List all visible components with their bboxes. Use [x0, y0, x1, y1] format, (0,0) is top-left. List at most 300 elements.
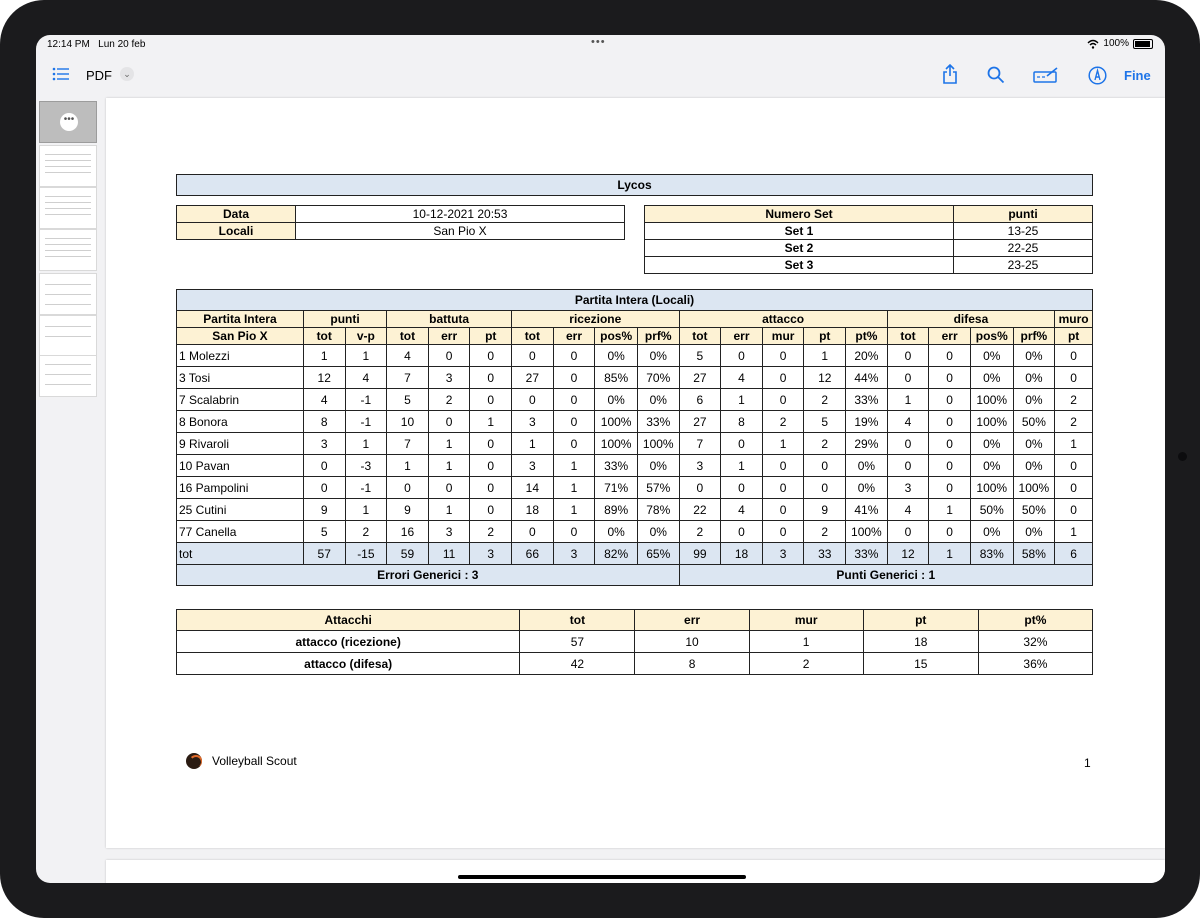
column-header: pt: [1055, 328, 1093, 345]
stat-cell: 3: [512, 411, 554, 433]
stat-cell: -1: [345, 411, 387, 433]
player-name: 25 Cutini: [177, 499, 304, 521]
stat-cell: 3: [679, 455, 721, 477]
column-header: pos%: [970, 328, 1013, 345]
column-header: tot: [387, 328, 429, 345]
stat-cell: 0: [929, 411, 971, 433]
stat-cell: 12: [303, 367, 345, 389]
battery-percent: 100%: [1103, 38, 1129, 49]
wifi-icon: [1087, 39, 1099, 49]
stat-cell: 4: [387, 345, 429, 367]
attack-row: [177, 653, 1093, 675]
column-header: mur: [762, 328, 804, 345]
pen-circle-icon[interactable]: [1088, 66, 1107, 85]
total-cell: 33%: [846, 543, 888, 565]
column-header: prf%: [637, 328, 679, 345]
thumbnail-page-6[interactable]: [39, 315, 97, 357]
thumbnail-page-7[interactable]: [39, 355, 97, 397]
stat-cell: 100%: [637, 433, 679, 455]
stat-cell: 0: [929, 477, 971, 499]
stat-cell: 2: [428, 389, 470, 411]
stat-cell: 10: [387, 411, 429, 433]
stat-cell: 0: [470, 477, 512, 499]
attack-cell: 1: [749, 631, 863, 653]
player-row: [177, 389, 1093, 411]
stat-cell: 0: [762, 499, 804, 521]
stat-cell: 0: [553, 345, 595, 367]
stat-cell: 4: [887, 499, 929, 521]
stat-cell: 6: [679, 389, 721, 411]
stat-cell: 2: [804, 389, 846, 411]
stat-cell: 0%: [1013, 345, 1055, 367]
stat-cell: 2: [804, 433, 846, 455]
stat-cell: 4: [887, 411, 929, 433]
player-row: [177, 477, 1093, 499]
stat-cell: 0: [470, 455, 512, 477]
stat-cell: 100%: [595, 411, 638, 433]
stat-cell: 0: [303, 477, 345, 499]
stat-cell: 0: [470, 433, 512, 455]
stat-cell: 0%: [1013, 367, 1055, 389]
stat-cell: 1: [345, 345, 387, 367]
stat-cell: 4: [721, 499, 763, 521]
stat-cell: 0: [1055, 367, 1093, 389]
player-name: 1 Molezzi: [177, 345, 304, 367]
report-title-table: [176, 174, 1093, 196]
stat-cell: 1: [512, 433, 554, 455]
list-icon[interactable]: [52, 67, 70, 81]
page-thumbnails: [36, 97, 106, 883]
stat-cell: 29%: [846, 433, 888, 455]
stat-cell: 0: [428, 411, 470, 433]
attack-cell: 2: [749, 653, 863, 675]
chevron-down-icon[interactable]: ⌄: [120, 67, 134, 81]
total-cell: -15: [345, 543, 387, 565]
stat-cell: 0: [1055, 477, 1093, 499]
stat-cell: 89%: [595, 499, 638, 521]
brand-name: Volleyball Scout: [212, 754, 297, 768]
sets-header-set: Numero Set: [645, 206, 954, 223]
attacks-header: pt%: [978, 610, 1092, 631]
stat-cell: 4: [721, 367, 763, 389]
player-row: [177, 521, 1093, 543]
column-header: prf%: [1013, 328, 1055, 345]
group-header: attacco: [679, 311, 887, 328]
player-row: [177, 499, 1093, 521]
stat-cell: 0: [721, 521, 763, 543]
total-cell: 99: [679, 543, 721, 565]
page-number: 1: [1084, 756, 1091, 770]
stat-cell: 3: [303, 433, 345, 455]
more-icon[interactable]: •••: [60, 113, 78, 131]
stat-cell: 19%: [846, 411, 888, 433]
stat-cell: 1: [428, 455, 470, 477]
info-table: [176, 205, 625, 240]
stat-cell: 0%: [595, 345, 638, 367]
column-header: tot: [512, 328, 554, 345]
stat-cell: 57%: [637, 477, 679, 499]
attack-cell: 10: [635, 631, 749, 653]
stat-cell: 0: [470, 345, 512, 367]
column-header: tot: [679, 328, 721, 345]
stat-cell: 2: [345, 521, 387, 543]
set-row: [645, 257, 1093, 274]
footer-brand: [186, 753, 297, 769]
stat-cell: 9: [303, 499, 345, 521]
toolbar: [36, 55, 1165, 97]
attack-cell: 36%: [978, 653, 1092, 675]
group-header: muro: [1055, 311, 1093, 328]
stat-cell: 1: [929, 499, 971, 521]
stat-cell: 1: [470, 411, 512, 433]
home-indicator[interactable]: [458, 875, 746, 879]
attacks-table: [176, 609, 1093, 675]
stat-cell: 0%: [637, 521, 679, 543]
stat-cell: 33%: [846, 389, 888, 411]
stat-cell: 5: [303, 521, 345, 543]
sets-table: [644, 205, 1093, 274]
stat-cell: 5: [387, 389, 429, 411]
stat-cell: 2: [679, 521, 721, 543]
stat-cell: 0: [762, 455, 804, 477]
total-cell: 3: [553, 543, 595, 565]
points-generic: Punti Generici : 1: [679, 565, 1092, 586]
column-header: tot: [887, 328, 929, 345]
stat-cell: 0: [929, 367, 971, 389]
stat-cell: 0: [470, 367, 512, 389]
stat-cell: 1: [1055, 521, 1093, 543]
stat-cell: 0: [512, 389, 554, 411]
stat-cell: 0: [553, 389, 595, 411]
pdf-page: [106, 98, 1165, 848]
total-cell: 57: [303, 543, 345, 565]
stat-cell: 7: [679, 433, 721, 455]
stat-cell: 0: [887, 345, 929, 367]
stat-cell: -1: [345, 389, 387, 411]
total-label: tot: [177, 543, 304, 565]
stat-cell: 0%: [595, 521, 638, 543]
stat-cell: 1: [428, 499, 470, 521]
group-header: battuta: [387, 311, 512, 328]
total-cell: 6: [1055, 543, 1093, 565]
attacks-header: err: [635, 610, 749, 631]
stat-cell: 3: [512, 455, 554, 477]
stat-cell: 22: [679, 499, 721, 521]
attack-cell: 18: [863, 631, 978, 653]
stat-cell: 41%: [846, 499, 888, 521]
stat-cell: 0: [1055, 455, 1093, 477]
stat-cell: 100%: [846, 521, 888, 543]
stat-cell: 0%: [637, 389, 679, 411]
stat-cell: 0: [553, 521, 595, 543]
data-label: Data: [177, 206, 296, 223]
stat-cell: 8: [721, 411, 763, 433]
stat-cell: 27: [512, 367, 554, 389]
column-header: pt: [470, 328, 512, 345]
stat-cell: 1: [303, 345, 345, 367]
stat-cell: 0: [387, 477, 429, 499]
player-name: 77 Canella: [177, 521, 304, 543]
stat-cell: 0%: [970, 345, 1013, 367]
stat-cell: 4: [303, 389, 345, 411]
stat-cell: 44%: [846, 367, 888, 389]
stat-cell: 1: [553, 477, 595, 499]
stat-cell: 0: [1055, 499, 1093, 521]
stat-cell: 2: [804, 521, 846, 543]
stat-cell: 0%: [970, 455, 1013, 477]
stat-cell: 0: [929, 455, 971, 477]
stat-cell: 1: [387, 455, 429, 477]
column-header: err: [929, 328, 971, 345]
stat-cell: 18: [512, 499, 554, 521]
stat-cell: 100%: [970, 411, 1013, 433]
stat-cell: 1: [887, 389, 929, 411]
stat-cell: -1: [345, 477, 387, 499]
stat-cell: 0: [887, 433, 929, 455]
stat-cell: 2: [762, 411, 804, 433]
stat-cell: 5: [804, 411, 846, 433]
stat-cell: 0: [721, 477, 763, 499]
stat-cell: 2: [1055, 389, 1093, 411]
stat-cell: 0%: [1013, 521, 1055, 543]
stat-cell: 4: [345, 367, 387, 389]
stat-cell: 1: [345, 433, 387, 455]
total-cell: 83%: [970, 543, 1013, 565]
done-button[interactable]: Fine: [1124, 68, 1151, 83]
markup-icon[interactable]: [1033, 67, 1059, 83]
attacks-header: mur: [749, 610, 863, 631]
stat-cell: 0: [929, 345, 971, 367]
stat-cell: 1: [721, 389, 763, 411]
attack-type: attacco (difesa): [177, 653, 520, 675]
stat-cell: 0%: [637, 345, 679, 367]
status-bar: [36, 35, 1165, 55]
total-cell: 66: [512, 543, 554, 565]
stat-cell: 2: [470, 521, 512, 543]
set-points: 22-25: [954, 240, 1093, 257]
stat-cell: 71%: [595, 477, 638, 499]
stat-cell: 16: [387, 521, 429, 543]
stat-cell: 0: [428, 345, 470, 367]
status-right: [1087, 38, 1153, 49]
stat-cell: 0: [553, 411, 595, 433]
thumbnail-page-4[interactable]: [39, 229, 97, 271]
stat-cell: 85%: [595, 367, 638, 389]
player-name: 16 Pampolini: [177, 477, 304, 499]
data-value: 10-12-2021 20:53: [296, 206, 625, 223]
total-cell: 59: [387, 543, 429, 565]
multitask-dots[interactable]: •••: [591, 36, 606, 48]
errors-generic: Errori Generici : 3: [177, 565, 680, 586]
player-name: 8 Bonora: [177, 411, 304, 433]
stat-cell: 8: [303, 411, 345, 433]
team-name: San Pio X: [177, 328, 304, 345]
stat-cell: 0: [804, 477, 846, 499]
attack-cell: 57: [520, 631, 635, 653]
player-name: 10 Pavan: [177, 455, 304, 477]
stat-cell: 3: [887, 477, 929, 499]
total-cell: 3: [762, 543, 804, 565]
total-cell: 33: [804, 543, 846, 565]
stat-cell: 1: [721, 455, 763, 477]
stat-cell: 0: [553, 367, 595, 389]
stat-cell: 0: [553, 433, 595, 455]
stat-cell: 33%: [595, 455, 638, 477]
column-header: v-p: [345, 328, 387, 345]
player-name: 7 Scalabrin: [177, 389, 304, 411]
player-row: [177, 345, 1093, 367]
stat-cell: 27: [679, 367, 721, 389]
set-points: 23-25: [954, 257, 1093, 274]
total-cell: 82%: [595, 543, 638, 565]
set-name: Set 1: [645, 223, 954, 240]
stat-cell: 0: [887, 367, 929, 389]
stat-cell: 0%: [1013, 389, 1055, 411]
stat-cell: 100%: [1013, 477, 1055, 499]
stat-cell: 0%: [1013, 433, 1055, 455]
stat-cell: 0%: [846, 477, 888, 499]
locali-value: San Pio X: [296, 223, 625, 240]
stat-cell: 0%: [637, 455, 679, 477]
stat-cell: 0%: [1013, 455, 1055, 477]
stat-cell: 1: [762, 433, 804, 455]
stats-table: [176, 289, 1093, 586]
stat-cell: 50%: [1013, 411, 1055, 433]
stat-cell: 0: [929, 389, 971, 411]
volleyball-logo-icon: [186, 753, 202, 769]
locali-label: Locali: [177, 223, 296, 240]
thumbnail-page-1[interactable]: [39, 101, 97, 143]
stat-cell: 0: [512, 521, 554, 543]
stat-cell: 0%: [970, 367, 1013, 389]
stat-cell: 0%: [595, 389, 638, 411]
stat-cell: 0: [512, 345, 554, 367]
group-header: ricezione: [512, 311, 680, 328]
stat-cell: 1: [553, 499, 595, 521]
stat-cell: 0: [887, 521, 929, 543]
stats-table-title: Partita Intera (Locali): [177, 290, 1093, 311]
stat-cell: -3: [345, 455, 387, 477]
stat-cell: 70%: [637, 367, 679, 389]
total-cell: 65%: [637, 543, 679, 565]
player-row: [177, 411, 1093, 433]
stat-cell: 1: [345, 499, 387, 521]
stat-cell: 0: [470, 389, 512, 411]
stat-cell: 27: [679, 411, 721, 433]
attack-cell: 42: [520, 653, 635, 675]
set-row: [645, 223, 1093, 240]
thumbnail-page-5[interactable]: [39, 273, 97, 315]
stat-cell: 9: [387, 499, 429, 521]
stat-cell: 0: [887, 455, 929, 477]
thumbnail-page-3[interactable]: [39, 187, 97, 229]
group-header: punti: [303, 311, 386, 328]
camera: [1178, 452, 1187, 461]
stat-cell: 100%: [970, 389, 1013, 411]
stat-cell: 0: [303, 455, 345, 477]
stat-cell: 100%: [970, 477, 1013, 499]
stat-cell: 0%: [970, 433, 1013, 455]
stat-cell: 14: [512, 477, 554, 499]
search-icon[interactable]: [987, 66, 1005, 84]
stat-cell: 1: [428, 433, 470, 455]
set-name: Set 3: [645, 257, 954, 274]
attack-cell: 15: [863, 653, 978, 675]
attack-row: [177, 631, 1093, 653]
stat-cell: 33%: [637, 411, 679, 433]
column-header: err: [553, 328, 595, 345]
status-time: 12:14 PM Lun 20 feb: [47, 39, 146, 50]
stat-cell: 78%: [637, 499, 679, 521]
stat-cell: 1: [1055, 433, 1093, 455]
stat-cell: 3: [428, 367, 470, 389]
document-title[interactable]: PDF: [86, 68, 112, 83]
attacks-header: tot: [520, 610, 635, 631]
player-row: [177, 367, 1093, 389]
total-cell: 12: [887, 543, 929, 565]
stat-cell: 2: [1055, 411, 1093, 433]
attacks-header: pt: [863, 610, 978, 631]
player-name: 9 Rivaroli: [177, 433, 304, 455]
player-row: [177, 433, 1093, 455]
stat-cell: 0: [762, 345, 804, 367]
stat-cell: 0: [762, 367, 804, 389]
group-header: Partita Intera: [177, 311, 304, 328]
stat-cell: 0: [929, 521, 971, 543]
column-header: err: [428, 328, 470, 345]
stat-cell: 0: [804, 455, 846, 477]
stat-cell: 20%: [846, 345, 888, 367]
stat-cell: 0: [428, 477, 470, 499]
stat-cell: 50%: [970, 499, 1013, 521]
stat-cell: 0: [721, 433, 763, 455]
battery-icon: [1133, 39, 1153, 49]
attack-cell: 32%: [978, 631, 1092, 653]
total-row: [177, 543, 1093, 565]
stat-cell: 7: [387, 367, 429, 389]
attacks-header: Attacchi: [177, 610, 520, 631]
share-icon[interactable]: [942, 64, 958, 84]
stat-cell: 3: [428, 521, 470, 543]
stat-cell: 0%: [970, 521, 1013, 543]
stat-cell: 9: [804, 499, 846, 521]
set-row: [645, 240, 1093, 257]
stat-cell: 1: [804, 345, 846, 367]
stat-cell: 0: [762, 477, 804, 499]
stat-cell: 0%: [846, 455, 888, 477]
report-title: Lycos: [177, 175, 1093, 196]
column-header: tot: [303, 328, 345, 345]
total-cell: 18: [721, 543, 763, 565]
attack-cell: 8: [635, 653, 749, 675]
column-header: pt: [804, 328, 846, 345]
stat-cell: 100%: [595, 433, 638, 455]
stat-cell: 0: [679, 477, 721, 499]
stat-cell: 0: [1055, 345, 1093, 367]
thumbnail-page-2[interactable]: [39, 145, 97, 187]
stat-cell: 7: [387, 433, 429, 455]
stat-cell: 0: [470, 499, 512, 521]
stat-cell: 5: [679, 345, 721, 367]
stat-cell: 0: [929, 433, 971, 455]
column-header: pt%: [846, 328, 888, 345]
set-name: Set 2: [645, 240, 954, 257]
column-header: err: [721, 328, 763, 345]
stat-cell: 0: [721, 345, 763, 367]
total-cell: 58%: [1013, 543, 1055, 565]
total-cell: 3: [470, 543, 512, 565]
stat-cell: 1: [553, 455, 595, 477]
